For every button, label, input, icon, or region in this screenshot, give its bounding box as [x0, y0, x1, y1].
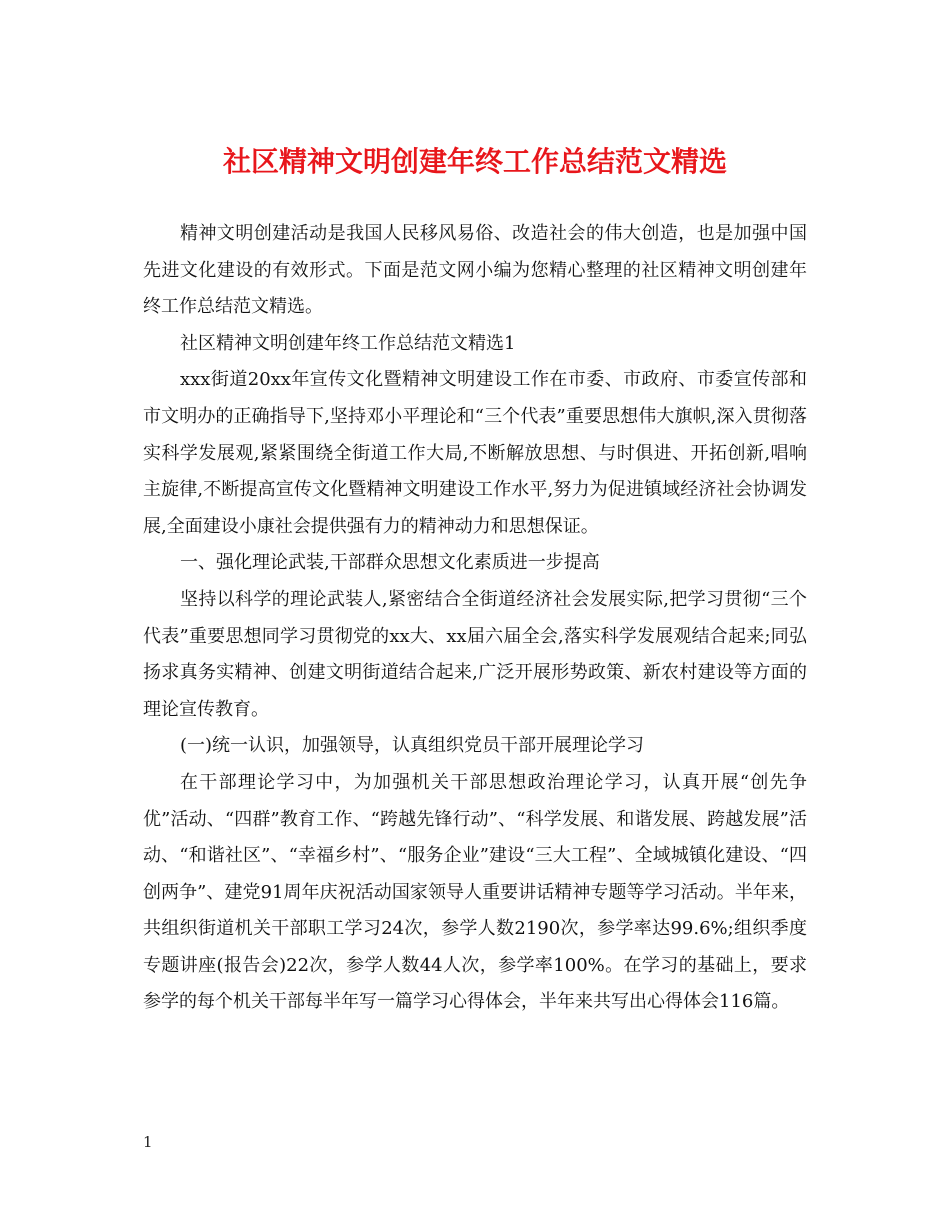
section-heading-1: 社区精神文明创建年终工作总结范文精选1 — [180, 332, 516, 354]
body-paragraph: xxx街道20xx年宣传文化暨精神文明建设工作在市委、市政府、市委宣传部和市文明办的正确指导下,坚持邓小平理论和“三个代表”重要思想伟大旗帜,深入贯彻落实科学发展观,紧紧围绕全街道工作大局,不断解放思想、与时俱进、开拓创新,唱响主旋律,不断提高宣传文化暨精神文明建设工作水平,努力为促进镇域经济社会协调发展,全面建设小康社会提供强有力的精神动力和思想保证。 — [143, 369, 807, 537]
document-title: 社区精神文明创建年终工作总结范文精选 — [222, 145, 727, 178]
document-body — [143, 216, 807, 1021]
page-number: 1 — [143, 1133, 153, 1151]
intro-paragraph: 精神文明创建活动是我国人民移风易俗、改造社会的伟大创造，也是加强中国先进文化建设的有效形式。下面是范文网小编为您精心整理的社区精神文明创建年终工作总结范文精选。 — [143, 223, 807, 318]
section-heading-2: 一、强化理论武装,干部群众思想文化素质进一步提高 — [180, 552, 600, 574]
subsection-heading: (一)统一认识，加强领导，认真组织党员干部开展理论学习 — [180, 735, 645, 757]
body-paragraph: 坚持以科学的理论武装人,紧密结合全街道经济社会发展实际,把学习贯彻“三个代表”重要思想同学习贯彻党的xx大、xx届六届全会,落实科学发展观结合起来;同弘扬求真务实精神、创建文明街道结合起来,广泛开展形势政策、新农村建设等方面的理论宣传教育。 — [143, 588, 807, 720]
body-paragraph: 在干部理论学习中，为加强机关干部思想政治理论学习，认真开展“创先争优”活动、“四群”教育工作、“跨越先锋行动”、“科学发展、和谐发展、跨越发展”活动、“和谐社区”、“幸福乡村”、“服务企业”建设“三大工程”、全域城镇化建设、“四创两争”、建党91周年庆祝活动国家领导人重要讲话精神专题等学习活动。半年来，共组织街道机关干部职工学习24次，参学人数2190次，参学率达99.6%;组织季度专题讲座(报告会)22次，参学人数44人次，参学率100%。在学习的基础上，要求参学的每个机关干部每半年写一篇学习心得体会，半年来共写出心得体会116篇。 — [143, 771, 807, 1013]
